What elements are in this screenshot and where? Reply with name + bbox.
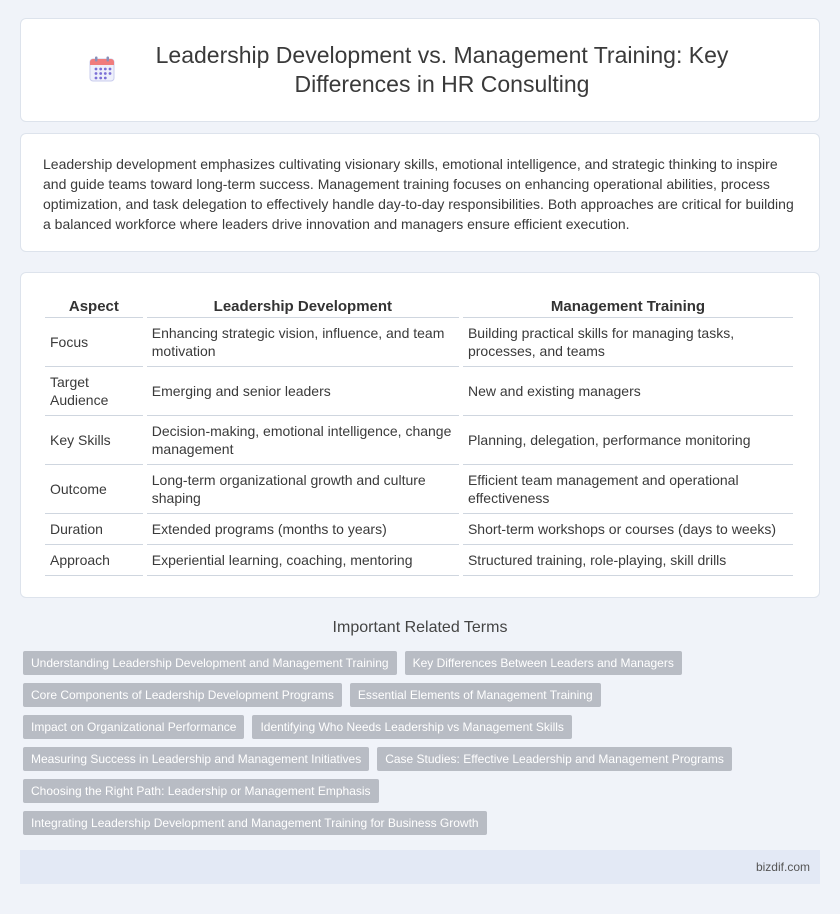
header-card	[20, 18, 820, 122]
table-row	[45, 367, 793, 416]
related-term-tag[interactable]: Impact on Organizational Performance	[23, 715, 244, 739]
related-term-tag[interactable]: Case Studies: Effective Leadership and Management Programs	[377, 747, 732, 771]
table-cell: Structured training, role-playing, skill drills	[463, 545, 793, 576]
table-cell: New and existing managers	[463, 367, 793, 416]
related-term-tag[interactable]: Understanding Leadership Development and Management Training	[23, 651, 397, 675]
table-cell: Duration	[45, 514, 143, 545]
calendar-icon	[88, 55, 116, 83]
table-cell: Focus	[45, 318, 143, 367]
table-row	[45, 545, 793, 576]
related-term-tag[interactable]: Measuring Success in Leadership and Management Initiatives	[23, 747, 369, 771]
table-cell: Key Skills	[45, 416, 143, 465]
table-cell: Emerging and senior leaders	[147, 367, 459, 416]
table-cell: Target Audience	[45, 367, 143, 416]
header-management: Management Training	[463, 295, 793, 318]
comparison-table	[41, 295, 797, 576]
table-cell: Efficient team management and operational effectiveness	[463, 465, 793, 514]
header-aspect: Aspect	[45, 295, 143, 318]
table-cell: Experiential learning, coaching, mentoring	[147, 545, 459, 576]
table-cell: Building practical skills for managing tasks, processes, and teams	[463, 318, 793, 367]
table-cell: Enhancing strategic vision, influence, and team motivation	[147, 318, 459, 367]
related-term-tag[interactable]: Identifying Who Needs Leadership vs Management Skills	[252, 715, 572, 739]
intro-paragraph: Leadership development emphasizes cultivating visionary skills, emotional intelligence, and strategic thinking to inspire and guide teams toward long-term success. Management training focuses on enhancing operational abilities, process optimization, and task delegation to effectively handle day-to-day responsibilities. Both approaches are critical for building a balanced workforce where leaders drive innovation and managers ensure efficient execution.	[43, 156, 794, 232]
page-title: Leadership Development vs. Management Training: Key Differences in HR Consulting	[155, 42, 729, 97]
table-row	[45, 318, 793, 367]
related-term-tag[interactable]: Core Components of Leadership Development Programs	[23, 683, 342, 707]
table-row	[45, 514, 793, 545]
table-cell: Long-term organizational growth and culture shaping	[147, 465, 459, 514]
related-term-tag[interactable]: Key Differences Between Leaders and Managers	[405, 651, 682, 675]
footer	[20, 850, 820, 884]
related-terms-tags	[23, 651, 803, 843]
table-row	[45, 416, 793, 465]
header-leadership: Leadership Development	[147, 295, 459, 318]
table-cell: Approach	[45, 545, 143, 576]
related-term-tag[interactable]: Essential Elements of Management Training	[350, 683, 601, 707]
intro-card	[20, 133, 820, 252]
table-cell: Decision-making, emotional intelligence, change management	[147, 416, 459, 465]
table-cell: Planning, delegation, performance monitoring	[463, 416, 793, 465]
table-header-row	[45, 295, 793, 318]
related-terms-title: Important Related Terms	[332, 619, 508, 636]
table-cell: Outcome	[45, 465, 143, 514]
related-term-tag[interactable]: Integrating Leadership Development and Management Training for Business Growth	[23, 811, 487, 835]
comparison-table-card	[20, 272, 820, 598]
table-cell: Extended programs (months to years)	[147, 514, 459, 545]
table-row	[45, 465, 793, 514]
related-term-tag[interactable]: Choosing the Right Path: Leadership or Management Emphasis	[23, 779, 379, 803]
table-cell: Short-term workshops or courses (days to weeks)	[463, 514, 793, 545]
footer-site-link[interactable]: bizdif.com	[755, 860, 810, 874]
